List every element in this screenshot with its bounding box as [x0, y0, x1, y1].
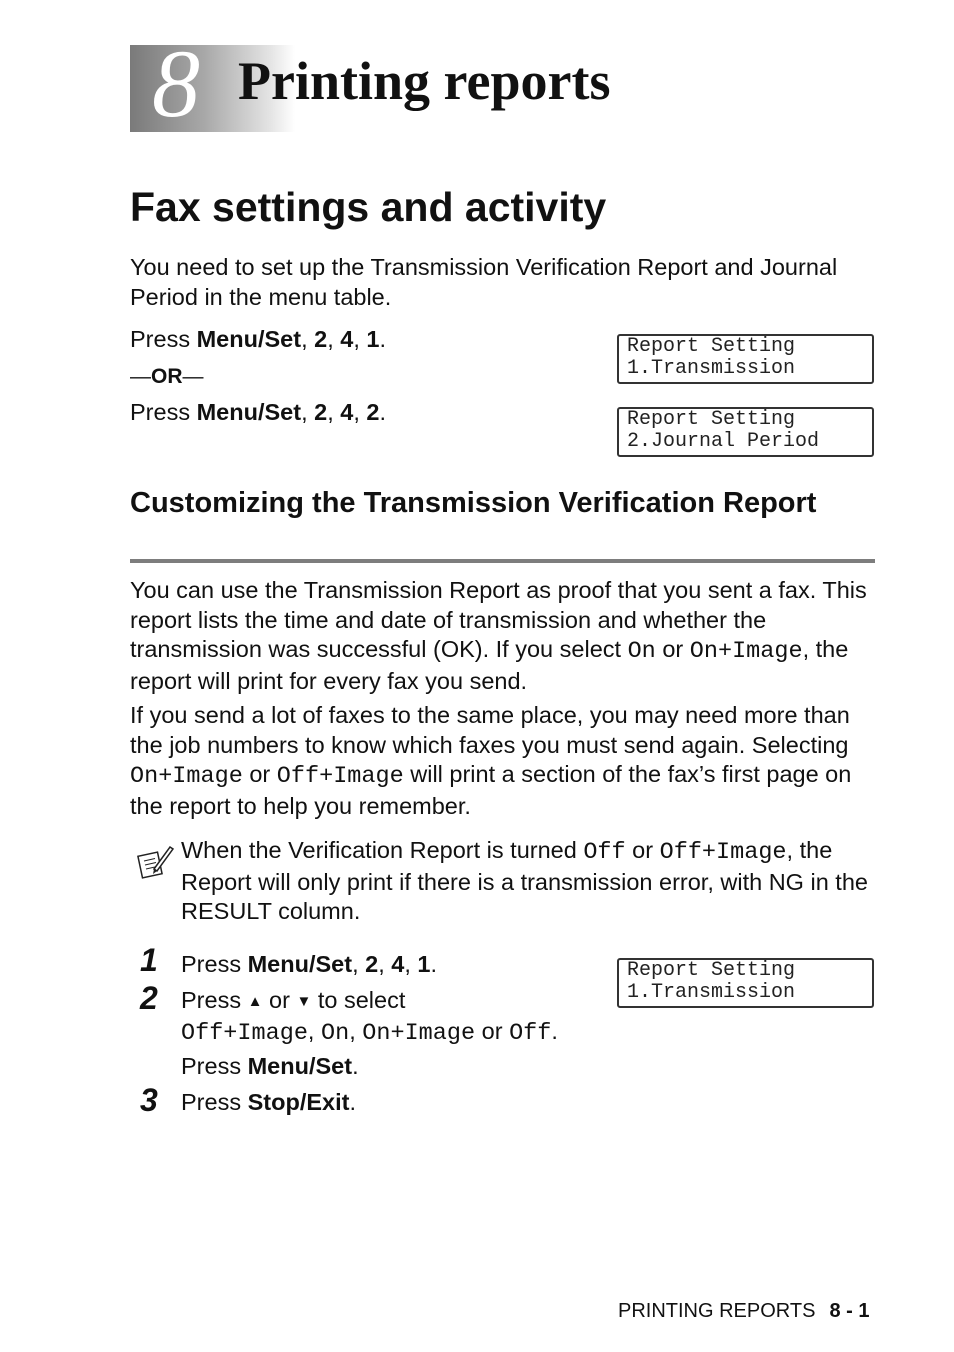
note-pencil-icon [137, 843, 175, 881]
instruction-line-1: Press Menu/Set, 2, 4, 1. [130, 326, 387, 352]
step-2-confirm: Press Menu/Set. [181, 1053, 359, 1079]
lcd-display-transmission: Report Setting 1.Transmission [617, 334, 874, 384]
chapter-title: Printing reports [238, 51, 611, 111]
section-intro: You need to set up the Transmission Verification Report and Journal Period in the menu table. [130, 254, 838, 310]
down-arrow-icon: ▼ [296, 993, 312, 1010]
step-3-text: Press Stop/Exit. [181, 1089, 356, 1115]
subsection-rule [130, 559, 875, 563]
lcd-display-step: Report Setting 1.Transmission [617, 958, 874, 1008]
step-number-3: 3 [140, 1082, 158, 1118]
paragraph-multiple-faxes: If you send a lot of faxes to the same place, you may need more than the job numbers to know which faxes you must send again. Selecting On+Image or Off+Image will print a section of the fax’s first page on the report to help you remember. [130, 702, 852, 819]
step-1-text: Press Menu/Set, 2, 4, 1. [181, 951, 438, 977]
up-arrow-icon: ▲ [247, 993, 263, 1010]
step-number-1: 1 [140, 942, 158, 978]
lcd-display-journal-period: Report Setting 2.Journal Period [617, 407, 874, 457]
section-title: Fax settings and activity [130, 184, 607, 230]
page-number: 8 - 1 [829, 1300, 870, 1322]
instruction-line-2: Press Menu/Set, 2, 4, 2. [130, 399, 387, 425]
step-2-text: Press ▲ or ▼ to select [181, 987, 406, 1013]
subsection-title: Customizing the Transmission Verification Report [130, 487, 817, 519]
note-text: When the Verification Report is turned Off or Off+Image, the Report will only print if there is a transmission error, with NG in the RESULT column. [181, 837, 868, 924]
step-number-2: 2 [140, 980, 158, 1016]
paragraph-transmission-report: You can use the Transmission Report as proof that you sent a fax. This report lists the time and date of transmission and whether the transmission was successful (OK). If you select On or On+Image, the report will print for every fax you send. [130, 577, 867, 694]
chapter-number: 8 [152, 30, 200, 137]
step-2-options: Off+Image, On, On+Image or Off. [181, 1018, 558, 1047]
page-footer [618, 1300, 869, 1323]
or-separator: —OR— [130, 365, 204, 388]
footer-label: PRINTING REPORTS [618, 1300, 816, 1322]
